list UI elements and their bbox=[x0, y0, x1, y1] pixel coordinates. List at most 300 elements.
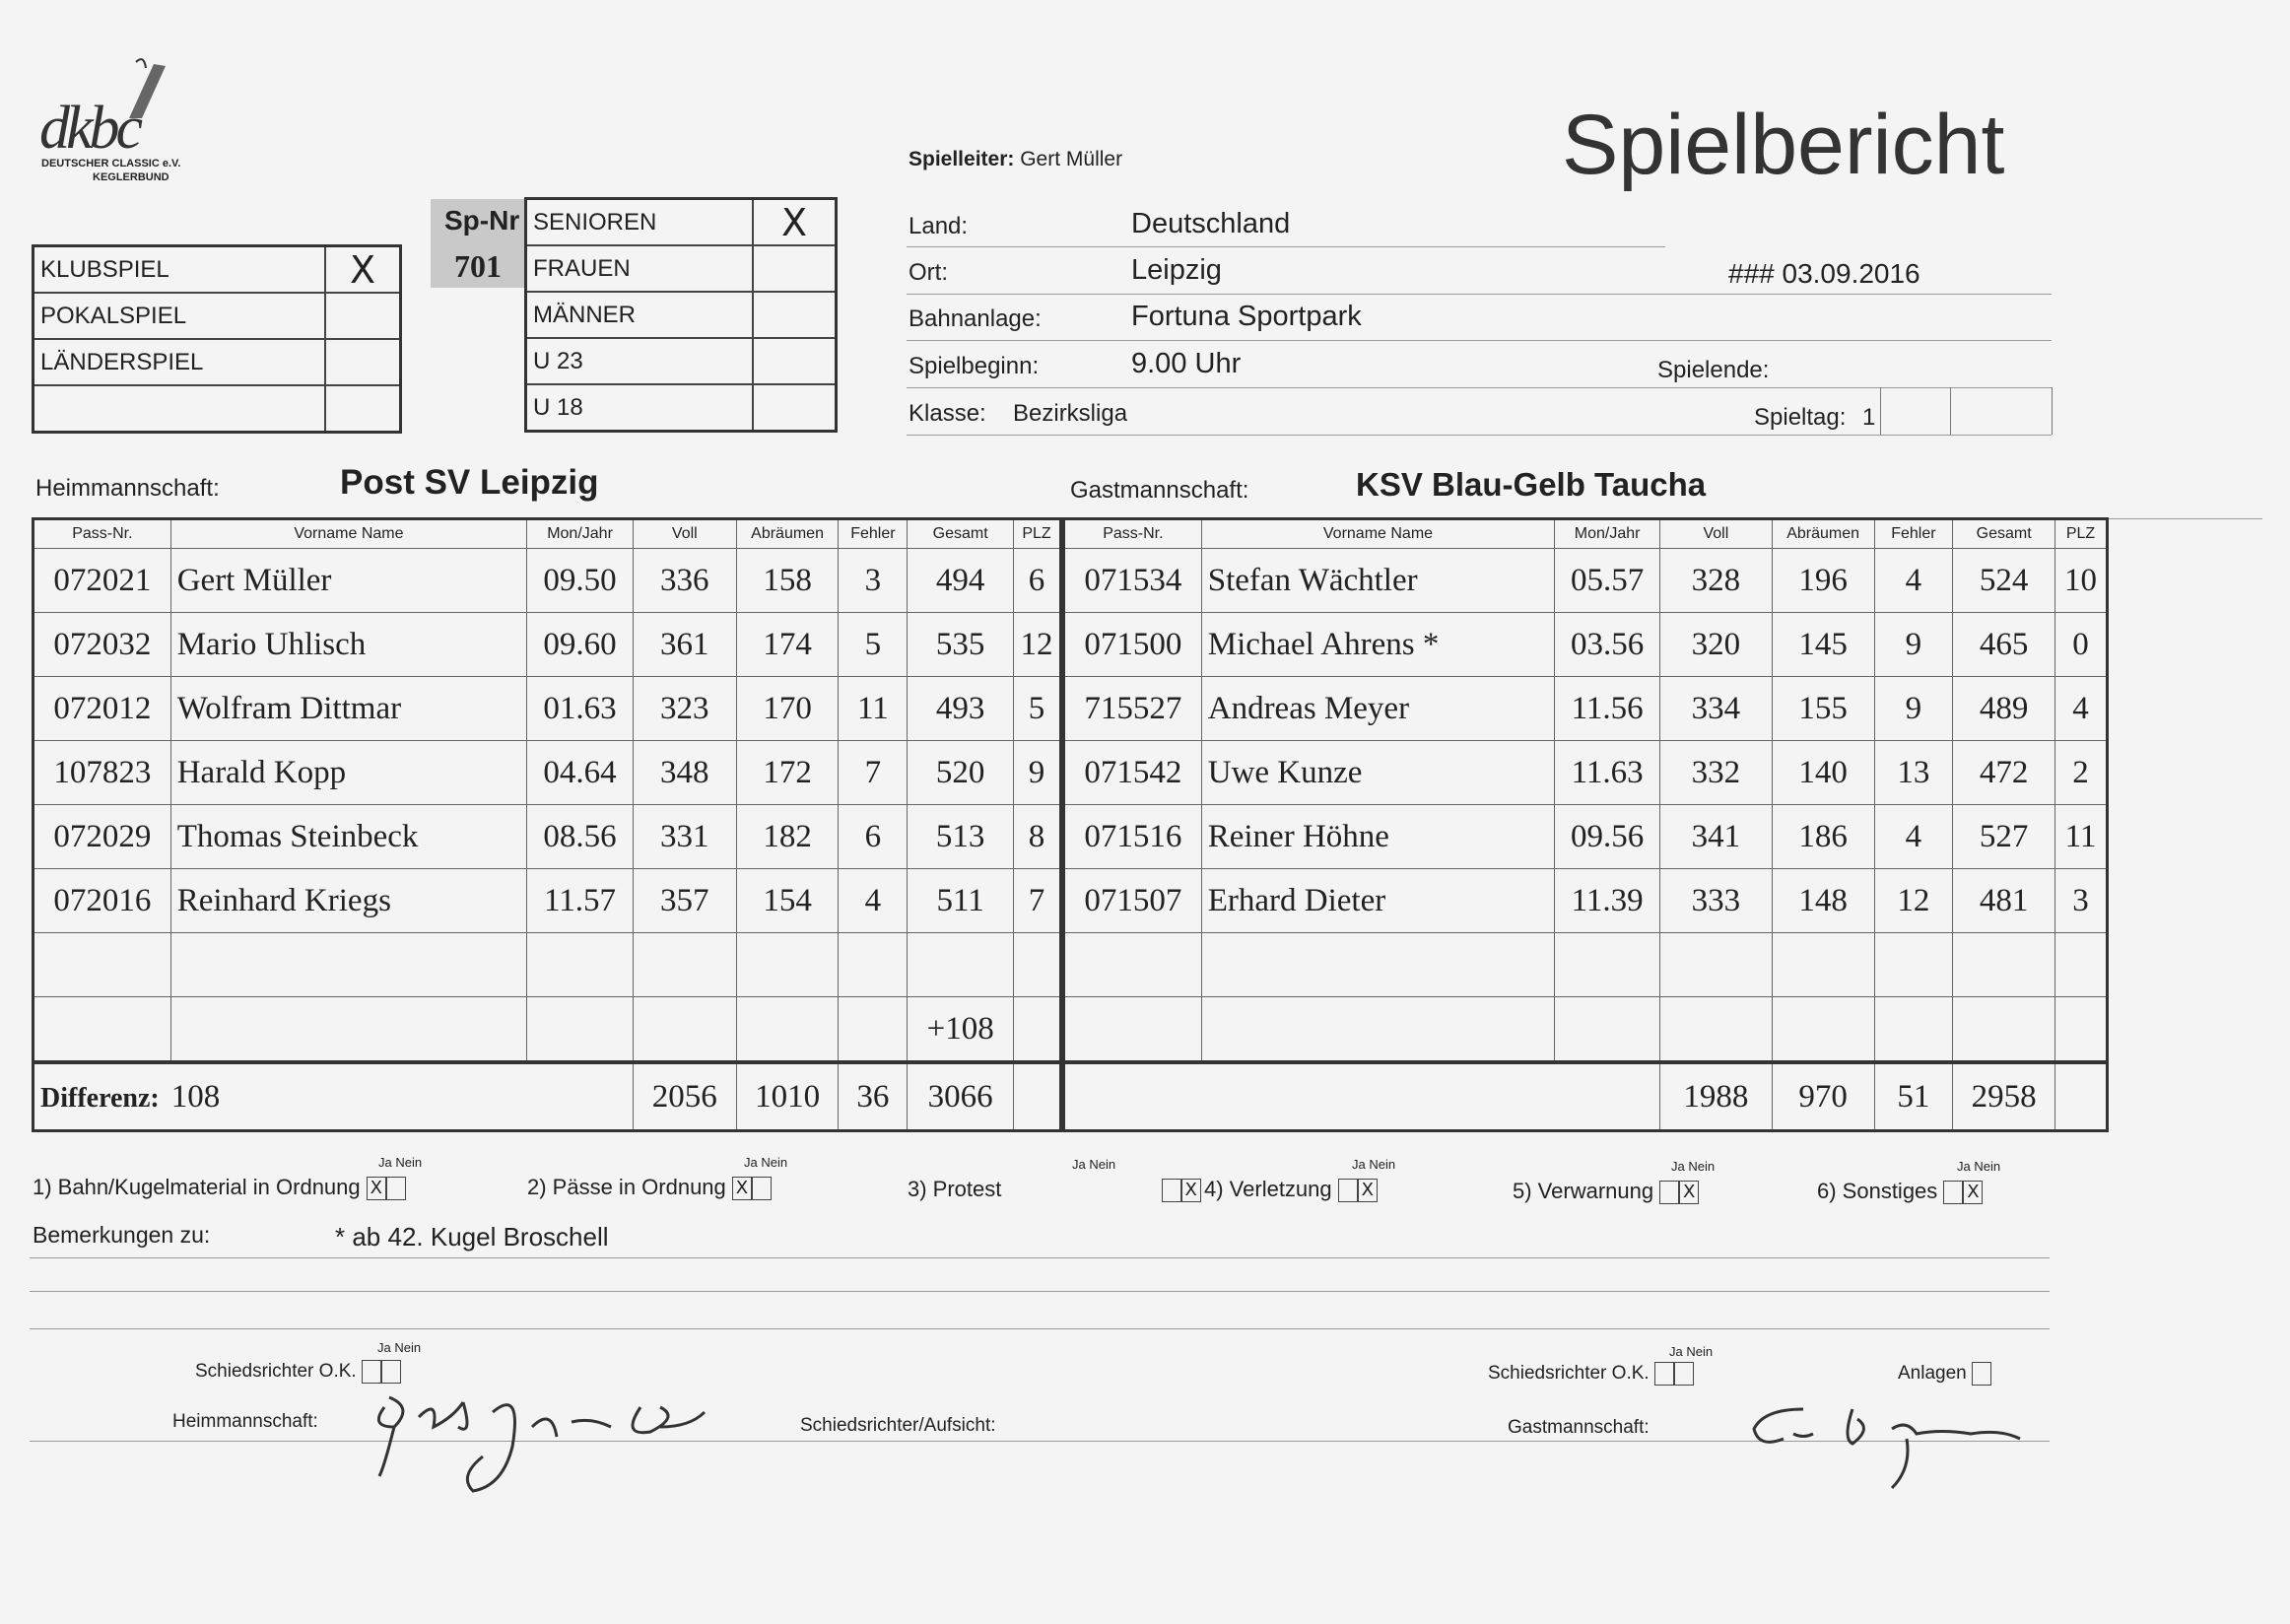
guest-cell[interactable]: 0 bbox=[2055, 613, 2108, 677]
guest-cell[interactable]: 071500 bbox=[1064, 613, 1202, 677]
anlagen bbox=[1898, 1362, 1991, 1386]
home-cell[interactable] bbox=[839, 997, 908, 1063]
guest-cell[interactable]: 03.56 bbox=[1555, 613, 1660, 677]
home-cell[interactable]: +108 bbox=[908, 997, 1014, 1063]
home-cell[interactable]: 357 bbox=[633, 869, 736, 933]
type-label bbox=[34, 385, 326, 433]
remarks-line-3 bbox=[30, 1328, 2050, 1329]
klasse-label: Klasse: bbox=[909, 400, 986, 427]
guest-cell[interactable]: 527 bbox=[1953, 805, 2055, 869]
category-mark[interactable] bbox=[753, 384, 837, 432]
home-total-abr[interactable]: 1010 bbox=[736, 1062, 839, 1131]
home-cell[interactable]: 494 bbox=[908, 549, 1014, 613]
guest-cell[interactable]: 071516 bbox=[1064, 805, 1202, 869]
category-row bbox=[526, 199, 837, 246]
q5-label: 5) Verwarnung bbox=[1513, 1179, 1654, 1203]
q3-nein-checkbox[interactable]: X bbox=[1181, 1179, 1201, 1202]
land-line bbox=[907, 246, 1665, 247]
home-header-cell: Pass-Nr. bbox=[34, 519, 171, 549]
home-header-cell: Mon/Jahr bbox=[527, 519, 634, 549]
guest-cell[interactable] bbox=[1555, 933, 1660, 997]
type-mark[interactable]: X bbox=[325, 246, 401, 294]
home-cell[interactable]: Reinhard Kriegs bbox=[170, 869, 526, 933]
q1-nein-checkbox[interactable] bbox=[386, 1177, 406, 1200]
guest-cell[interactable]: 11.39 bbox=[1555, 869, 1660, 933]
type-mark[interactable] bbox=[325, 293, 401, 339]
guest-player-row bbox=[1064, 869, 2108, 933]
guest-cell[interactable] bbox=[1660, 933, 1773, 997]
ja-label: Ja bbox=[1072, 1157, 1086, 1172]
logo-wordmark: dkbc bbox=[39, 95, 140, 162]
home-header-cell: Abräumen bbox=[736, 519, 839, 549]
guest-cell[interactable]: 334 bbox=[1660, 677, 1773, 741]
q5-ja-checkbox[interactable] bbox=[1659, 1181, 1679, 1204]
home-header-cell: Gesamt bbox=[908, 519, 1014, 549]
guest-player-row bbox=[1064, 549, 2108, 613]
page-title: Spielbericht bbox=[1562, 98, 2005, 192]
guest-cell[interactable] bbox=[1064, 997, 1202, 1063]
bahn-value[interactable]: Fortuna Sportpark bbox=[1131, 301, 1362, 332]
q3-label: 3) Protest bbox=[908, 1177, 1002, 1201]
home-cell[interactable] bbox=[1014, 997, 1061, 1063]
home-cell[interactable] bbox=[170, 997, 526, 1063]
date-value[interactable]: ### 03.09.2016 bbox=[1728, 258, 1920, 289]
spieltag-label: Spieltag: bbox=[1754, 404, 1847, 431]
home-cell[interactable] bbox=[633, 933, 736, 997]
guest-cell[interactable] bbox=[1201, 933, 1555, 997]
guest-cell[interactable]: 13 bbox=[1874, 741, 1953, 805]
type-label: KLUBSPIEL bbox=[34, 246, 326, 294]
home-cell[interactable]: 174 bbox=[736, 613, 839, 677]
home-cell[interactable]: 535 bbox=[908, 613, 1014, 677]
home-cell[interactable] bbox=[736, 997, 839, 1063]
nein-label: Nein bbox=[394, 1340, 422, 1355]
guest-header-cell: Fehler bbox=[1874, 519, 1953, 549]
guest-cell[interactable]: 155 bbox=[1772, 677, 1874, 741]
ja-label: Ja bbox=[1352, 1157, 1366, 1172]
home-cell[interactable]: 11.57 bbox=[527, 869, 634, 933]
category-row bbox=[526, 245, 837, 292]
q4-label: 4) Verletzung bbox=[1204, 1177, 1332, 1201]
guest-cell[interactable]: 2 bbox=[2055, 741, 2108, 805]
guest-label: Gastmannschaft: bbox=[1070, 477, 1249, 504]
guest-header-cell: Vorname Name bbox=[1201, 519, 1555, 549]
type-row bbox=[34, 339, 401, 385]
guest-cell[interactable]: Uwe Kunze bbox=[1201, 741, 1555, 805]
footer-jn-right bbox=[1669, 1344, 1713, 1359]
q5-jn bbox=[1671, 1159, 1715, 1174]
question-6 bbox=[1817, 1179, 1983, 1204]
q3-ja-checkbox[interactable] bbox=[1162, 1179, 1181, 1202]
home-label: Heimmannschaft: bbox=[35, 475, 220, 502]
home-cell[interactable]: 511 bbox=[908, 869, 1014, 933]
guest-cell[interactable]: 481 bbox=[1953, 869, 2055, 933]
question-4 bbox=[1204, 1177, 1378, 1202]
guest-cell[interactable]: Andreas Meyer bbox=[1201, 677, 1555, 741]
home-player-row bbox=[34, 549, 1061, 613]
guest-cell[interactable] bbox=[1953, 933, 2055, 997]
category-box bbox=[524, 197, 838, 433]
guest-cell[interactable] bbox=[1874, 933, 1953, 997]
guest-player-row bbox=[1064, 933, 2108, 997]
bahn-line bbox=[907, 340, 2052, 341]
home-cell[interactable]: 5 bbox=[839, 613, 908, 677]
guest-cell[interactable]: 145 bbox=[1772, 613, 1874, 677]
home-cell[interactable]: 8 bbox=[1014, 805, 1061, 869]
schiri-ok-label-right: Schiedsrichter O.K. bbox=[1488, 1363, 1650, 1385]
guest-cell[interactable]: 148 bbox=[1772, 869, 1874, 933]
guest-total-gesamt[interactable]: 2958 bbox=[1953, 1062, 2055, 1131]
guest-total-voll[interactable]: 1988 bbox=[1660, 1062, 1773, 1131]
home-cell[interactable] bbox=[839, 933, 908, 997]
home-cell[interactable]: 182 bbox=[736, 805, 839, 869]
home-cell[interactable]: 493 bbox=[908, 677, 1014, 741]
home-header-cell: Vorname Name bbox=[170, 519, 526, 549]
guest-cell[interactable] bbox=[2055, 933, 2108, 997]
home-total-voll[interactable]: 2056 bbox=[633, 1062, 736, 1131]
home-cell[interactable] bbox=[908, 933, 1014, 997]
home-total-fehler[interactable]: 36 bbox=[839, 1062, 908, 1131]
klasse-line bbox=[907, 435, 2052, 436]
guest-cell[interactable]: 186 bbox=[1772, 805, 1874, 869]
spieltag-value[interactable]: 1 bbox=[1862, 404, 1876, 431]
guest-header-cell: Voll bbox=[1660, 519, 1773, 549]
home-total-plz bbox=[1014, 1062, 1061, 1131]
guest-cell[interactable] bbox=[1064, 933, 1202, 997]
home-cell[interactable] bbox=[170, 933, 526, 997]
guest-cell[interactable]: Erhard Dieter bbox=[1201, 869, 1555, 933]
home-cell[interactable]: 12 bbox=[1014, 613, 1061, 677]
q5-nein-checkbox[interactable]: X bbox=[1679, 1181, 1699, 1204]
home-cell[interactable] bbox=[736, 933, 839, 997]
guest-differenz-cell bbox=[1064, 1062, 1660, 1131]
home-cell[interactable]: Mario Uhlisch bbox=[170, 613, 526, 677]
guest-total-abr[interactable]: 970 bbox=[1772, 1062, 1874, 1131]
home-cell[interactable]: 154 bbox=[736, 869, 839, 933]
guest-cell[interactable]: 4 bbox=[2055, 677, 2108, 741]
category-mark[interactable] bbox=[753, 245, 837, 292]
home-cell[interactable]: 4 bbox=[839, 869, 908, 933]
type-mark[interactable] bbox=[325, 385, 401, 433]
schiri-ok-right bbox=[1488, 1362, 1694, 1386]
home-cell[interactable]: 01.63 bbox=[527, 677, 634, 741]
home-header-cell: Fehler bbox=[839, 519, 908, 549]
guest-cell[interactable]: 11.56 bbox=[1555, 677, 1660, 741]
guest-cell[interactable]: 328 bbox=[1660, 549, 1773, 613]
nein-label: Nein bbox=[1688, 1159, 1716, 1174]
guest-cell[interactable] bbox=[1772, 997, 1874, 1063]
differenz-label: Differenz: bbox=[40, 1082, 160, 1114]
home-player-row bbox=[34, 869, 1061, 933]
ja-label: Ja bbox=[1671, 1159, 1685, 1174]
schiri-ok-right-ja-checkbox[interactable] bbox=[1654, 1362, 1674, 1386]
home-cell[interactable]: Gert Müller bbox=[170, 549, 526, 613]
home-cell[interactable]: 9 bbox=[1014, 741, 1061, 805]
guest-cell[interactable]: Reiner Höhne bbox=[1201, 805, 1555, 869]
guest-cell[interactable]: 3 bbox=[2055, 869, 2108, 933]
nein-label: Nein bbox=[395, 1155, 423, 1170]
home-header-cell: Voll bbox=[633, 519, 736, 549]
nein-label: Nein bbox=[761, 1155, 788, 1170]
guest-cell[interactable]: 489 bbox=[1953, 677, 2055, 741]
home-cell[interactable]: Harald Kopp bbox=[170, 741, 526, 805]
guest-cell[interactable]: 071542 bbox=[1064, 741, 1202, 805]
home-cell[interactable]: 323 bbox=[633, 677, 736, 741]
guest-cell[interactable]: 140 bbox=[1772, 741, 1874, 805]
differenz-value[interactable]: 108 bbox=[170, 1078, 221, 1115]
sp-nr-box bbox=[431, 199, 525, 288]
logo bbox=[35, 54, 233, 187]
guest-cell[interactable]: 09.56 bbox=[1555, 805, 1660, 869]
home-player-row bbox=[34, 805, 1061, 869]
ja-label: Ja bbox=[744, 1155, 758, 1170]
category-row bbox=[526, 384, 837, 432]
guest-cell[interactable]: 071507 bbox=[1064, 869, 1202, 933]
q6-nein-checkbox[interactable]: X bbox=[1963, 1181, 1983, 1204]
q6-ja-checkbox[interactable] bbox=[1943, 1181, 1963, 1204]
home-cell[interactable] bbox=[1014, 933, 1061, 997]
category-mark[interactable] bbox=[753, 292, 837, 338]
guest-header-cell: Gesamt bbox=[1953, 519, 2055, 549]
question-3 bbox=[908, 1177, 1201, 1202]
ort-value[interactable]: Leipzig bbox=[1131, 254, 1222, 286]
schiri-aufsicht-label: Schiedsrichter/Aufsicht: bbox=[800, 1415, 996, 1436]
q2-ja-checkbox[interactable]: X bbox=[732, 1177, 752, 1200]
guest-cell[interactable]: 11.63 bbox=[1555, 741, 1660, 805]
guest-cell[interactable]: Michael Ahrens * bbox=[1201, 613, 1555, 677]
home-signature-icon bbox=[365, 1368, 729, 1496]
home-cell[interactable]: Thomas Steinbeck bbox=[170, 805, 526, 869]
guest-score-table bbox=[1062, 517, 2109, 1132]
home-cell[interactable]: 348 bbox=[633, 741, 736, 805]
guest-cell[interactable]: 524 bbox=[1953, 549, 2055, 613]
home-total-gesamt[interactable]: 3066 bbox=[908, 1062, 1014, 1131]
home-cell[interactable]: Wolfram Dittmar bbox=[170, 677, 526, 741]
home-cell[interactable]: 6 bbox=[1014, 549, 1061, 613]
ja-label: Ja bbox=[1957, 1159, 1971, 1174]
beginn-value[interactable]: 9.00 Uhr bbox=[1131, 348, 1242, 379]
guest-signature-icon bbox=[1744, 1389, 2040, 1498]
guest-cell[interactable]: 465 bbox=[1953, 613, 2055, 677]
remarks-text[interactable]: * ab 42. Kugel Broschell bbox=[335, 1222, 609, 1252]
q6-jn bbox=[1957, 1159, 2000, 1174]
home-player-row bbox=[34, 997, 1061, 1063]
guest-player-row bbox=[1064, 613, 2108, 677]
q4-nein-checkbox[interactable]: X bbox=[1358, 1179, 1378, 1202]
ende-label: Spielende: bbox=[1657, 357, 1770, 383]
nein-label: Nein bbox=[1369, 1157, 1396, 1172]
spielleiter-label: Spielleiter: bbox=[909, 148, 1015, 170]
heim-signature-label: Heimmannschaft: bbox=[172, 1411, 318, 1432]
q4-ja-checkbox[interactable] bbox=[1338, 1179, 1358, 1202]
guest-header-row bbox=[1064, 519, 2108, 549]
q1-ja-checkbox[interactable]: X bbox=[367, 1177, 386, 1200]
guest-total-fehler[interactable]: 51 bbox=[1874, 1062, 1953, 1131]
home-header-cell: PLZ bbox=[1014, 519, 1061, 549]
ja-label: Ja bbox=[378, 1155, 392, 1170]
home-player-row bbox=[34, 741, 1061, 805]
home-cell[interactable] bbox=[633, 997, 736, 1063]
category-mark[interactable] bbox=[753, 338, 837, 384]
home-cell[interactable]: 172 bbox=[736, 741, 839, 805]
guest-cell[interactable]: 12 bbox=[1874, 869, 1953, 933]
type-row bbox=[34, 385, 401, 433]
home-player-row bbox=[34, 613, 1061, 677]
home-cell[interactable]: 11 bbox=[839, 677, 908, 741]
guest-totals-row bbox=[1064, 1062, 2108, 1131]
home-cell[interactable]: 09.60 bbox=[527, 613, 634, 677]
remarks-line-1 bbox=[30, 1257, 2050, 1258]
home-cell[interactable]: 6 bbox=[839, 805, 908, 869]
home-cell[interactable]: 336 bbox=[633, 549, 736, 613]
home-cell[interactable]: 107823 bbox=[34, 741, 171, 805]
footer-jn-left bbox=[377, 1340, 421, 1355]
guest-total-plz bbox=[2055, 1062, 2108, 1131]
guest-cell[interactable] bbox=[1953, 997, 2055, 1063]
guest-cell[interactable] bbox=[1874, 997, 1953, 1063]
guest-cell[interactable]: 9 bbox=[1874, 613, 1953, 677]
q2-label: 2) Pässe in Ordnung bbox=[527, 1175, 726, 1199]
home-player-row bbox=[34, 677, 1061, 741]
guest-player-row bbox=[1064, 677, 2108, 741]
guest-cell[interactable]: 320 bbox=[1660, 613, 1773, 677]
q2-jn bbox=[744, 1155, 787, 1170]
category-label: FRAUEN bbox=[526, 245, 754, 292]
anlagen-checkbox[interactable] bbox=[1972, 1362, 1991, 1386]
sp-nr-value: 701 bbox=[454, 248, 502, 284]
home-cell[interactable]: 170 bbox=[736, 677, 839, 741]
home-cell[interactable]: 072032 bbox=[34, 613, 171, 677]
home-cell[interactable]: 158 bbox=[736, 549, 839, 613]
home-player-row bbox=[34, 933, 1061, 997]
guest-cell[interactable] bbox=[1201, 997, 1555, 1063]
home-cell[interactable]: 072012 bbox=[34, 677, 171, 741]
home-cell[interactable]: 520 bbox=[908, 741, 1014, 805]
home-cell[interactable] bbox=[527, 997, 634, 1063]
guest-cell[interactable]: 341 bbox=[1660, 805, 1773, 869]
guest-player-row bbox=[1064, 741, 2108, 805]
schiri-ok-right-nein-checkbox[interactable] bbox=[1674, 1362, 1694, 1386]
guest-header-cell: Pass-Nr. bbox=[1064, 519, 1202, 549]
type-mark[interactable] bbox=[325, 339, 401, 385]
guest-player-row bbox=[1064, 805, 2108, 869]
guest-cell[interactable]: 196 bbox=[1772, 549, 1874, 613]
bahn-label: Bahnanlage: bbox=[909, 305, 1042, 332]
home-differenz-cell bbox=[34, 1062, 634, 1131]
q1-jn bbox=[378, 1155, 422, 1170]
type-label: POKALSPIEL bbox=[34, 293, 326, 339]
home-cell[interactable] bbox=[34, 933, 171, 997]
home-cell[interactable]: 08.56 bbox=[527, 805, 634, 869]
category-row bbox=[526, 292, 837, 338]
home-cell[interactable]: 331 bbox=[633, 805, 736, 869]
guest-cell[interactable]: 11 bbox=[2055, 805, 2108, 869]
guest-cell[interactable]: 333 bbox=[1660, 869, 1773, 933]
land-value[interactable]: Deutschland bbox=[1131, 208, 1291, 239]
home-cell[interactable]: 361 bbox=[633, 613, 736, 677]
home-cell[interactable]: 3 bbox=[839, 549, 908, 613]
type-label: LÄNDERSPIEL bbox=[34, 339, 326, 385]
home-cell[interactable]: 09.50 bbox=[527, 549, 634, 613]
home-cell[interactable]: 072029 bbox=[34, 805, 171, 869]
guest-cell[interactable]: 9 bbox=[1874, 677, 1953, 741]
spieltag-box bbox=[1880, 387, 1951, 435]
guest-cell[interactable]: 071534 bbox=[1064, 549, 1202, 613]
home-cell[interactable]: 072016 bbox=[34, 869, 171, 933]
sp-nr-label: Sp-Nr bbox=[444, 205, 520, 236]
guest-team[interactable]: KSV Blau-Gelb Taucha bbox=[1356, 466, 1707, 503]
klasse-value[interactable]: Bezirksliga bbox=[1013, 400, 1127, 427]
guest-cell[interactable] bbox=[1555, 997, 1660, 1063]
ort-line bbox=[907, 294, 2052, 295]
beginn-label: Spielbeginn: bbox=[909, 353, 1040, 379]
home-cell[interactable]: 04.64 bbox=[527, 741, 634, 805]
land-label: Land: bbox=[909, 213, 969, 239]
home-cell[interactable] bbox=[34, 997, 171, 1063]
guest-cell[interactable]: 05.57 bbox=[1555, 549, 1660, 613]
question-5 bbox=[1513, 1179, 1699, 1204]
category-row bbox=[526, 338, 837, 384]
home-cell[interactable]: 072021 bbox=[34, 549, 171, 613]
nein-label: Nein bbox=[1974, 1159, 2001, 1174]
nein-label: Nein bbox=[1089, 1157, 1116, 1172]
home-cell[interactable]: 513 bbox=[908, 805, 1014, 869]
home-header-row bbox=[34, 519, 1061, 549]
q3-jn bbox=[1072, 1157, 1115, 1172]
guest-cell[interactable] bbox=[1772, 933, 1874, 997]
guest-cell[interactable]: 715527 bbox=[1064, 677, 1202, 741]
logo-line1: DEUTSCHER CLASSIC e.V. bbox=[41, 158, 181, 169]
category-label: MÄNNER bbox=[526, 292, 754, 338]
home-cell[interactable]: 7 bbox=[1014, 869, 1061, 933]
question-2 bbox=[527, 1175, 772, 1200]
guest-header-cell: PLZ bbox=[2055, 519, 2108, 549]
home-cell[interactable]: 5 bbox=[1014, 677, 1061, 741]
guest-cell[interactable]: 4 bbox=[1874, 549, 1953, 613]
guest-cell[interactable]: 472 bbox=[1953, 741, 2055, 805]
home-cell[interactable]: 7 bbox=[839, 741, 908, 805]
q1-label: 1) Bahn/Kugelmaterial in Ordnung bbox=[33, 1175, 361, 1199]
guest-player-row bbox=[1064, 997, 2108, 1063]
q2-nein-checkbox[interactable] bbox=[752, 1177, 772, 1200]
spielleiter bbox=[909, 148, 1122, 171]
guest-cell[interactable]: 4 bbox=[1874, 805, 1953, 869]
category-label: SENIOREN bbox=[526, 199, 754, 246]
type-row bbox=[34, 246, 401, 294]
q4-jn bbox=[1352, 1157, 1395, 1172]
category-label: U 18 bbox=[526, 384, 754, 432]
guest-cell[interactable] bbox=[1660, 997, 1773, 1063]
ja-label: Ja bbox=[1669, 1344, 1683, 1359]
guest-cell[interactable] bbox=[2055, 997, 2108, 1063]
ja-label: Ja bbox=[377, 1340, 391, 1355]
guest-cell[interactable]: Stefan Wächtler bbox=[1201, 549, 1555, 613]
guest-header-cell: Mon/Jahr bbox=[1555, 519, 1660, 549]
remarks-label: Bemerkungen zu: bbox=[33, 1222, 211, 1248]
ort-label: Ort: bbox=[909, 259, 948, 286]
guest-cell[interactable]: 332 bbox=[1660, 741, 1773, 805]
schiri-ok-label: Schiedsrichter O.K. bbox=[195, 1361, 357, 1383]
home-score-table bbox=[32, 517, 1062, 1132]
question-1 bbox=[33, 1175, 406, 1200]
home-cell[interactable] bbox=[527, 933, 634, 997]
spielleiter-value: Gert Müller bbox=[1020, 148, 1123, 170]
guest-cell[interactable]: 10 bbox=[2055, 549, 2108, 613]
nein-label: Nein bbox=[1686, 1344, 1714, 1359]
home-team[interactable]: Post SV Leipzig bbox=[340, 463, 599, 502]
category-mark[interactable]: X bbox=[753, 199, 837, 246]
gast-signature-label: Gastmannschaft: bbox=[1508, 1417, 1650, 1438]
